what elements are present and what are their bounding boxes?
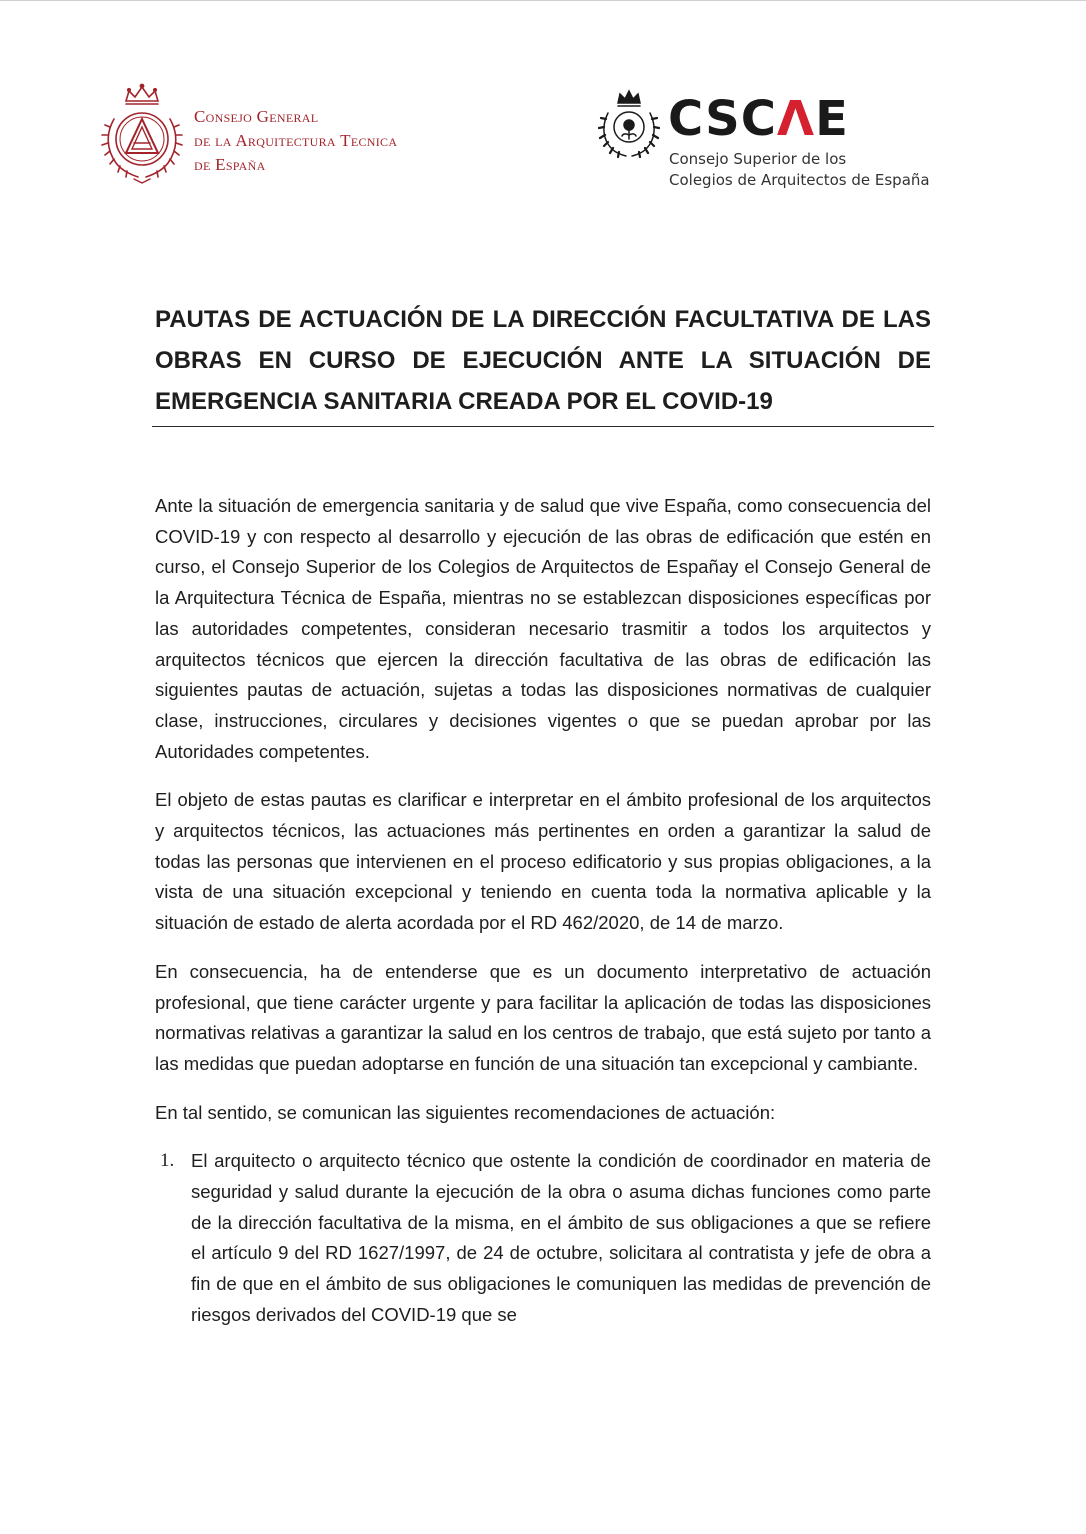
document-title: PAUTAS DE ACTUACIÓN DE LA DIRECCIÓN FACULTATIVA DE LAS OBRAS EN CURSO DE EJECUCIÓN ANTE LA SITUACIÓN DE EMERGENCIA SANITARIA CREADA POR EL COVID-19	[155, 306, 931, 415]
cgate-name-line-2: de la Arquitectura Tecnica	[194, 131, 398, 150]
cscae-wordmark-mark: Λ	[776, 91, 816, 147]
crowned-compass-laurel-emblem-icon	[96, 83, 188, 187]
body-paragraph-2: El objeto de estas pautas es clarificar e interpretar en el ámbito profesional de los arquitectos y arquitectos técnicos, las actuaciones más pertinentes en orden a garantizar la salud de todas las personas que intervienen en el proceso edificatorio y sus propias obligaciones, a la vista de una situación excepcional y teniendo en cuenta toda la normativa aplicable y la situación de estado de alerta acordada por el RD 462/2020, de 14 de marzo.	[155, 789, 931, 934]
recommendations-list	[155, 1146, 931, 1330]
document-body	[155, 491, 931, 1331]
cgate-logo	[96, 83, 426, 193]
cscae-wordmark	[668, 89, 849, 149]
cscae-subtitle-line-2: Colegios de Arquitectos de España	[669, 171, 930, 189]
cscae-logo	[598, 87, 978, 197]
cgate-name	[194, 105, 434, 177]
cgate-name-line-1: Consejo General	[194, 107, 319, 126]
cscae-wordmark-pre: CSC	[668, 91, 777, 147]
body-paragraph-1: Ante la situación de emergencia sanitaria y de salud que vive España, como consecuencia del COVID-19 y con respecto al desarrollo y ejecución de las obras de edificación que estén en curso, el Consejo Superior de los Colegios de Arquitectos de Españay el Consejo General de la Arquitectura Técnica de España, mientras no se establezcan disposiciones específicas por las autoridades competentes, consideran necesario trasmitir a todos los arquitectos y arquitectos técnicos que ejercen la dirección facultativa de las obras de edificación las siguientes pautas de actuación, sujetas a todas las disposiciones normativas de cualquier clase, instrucciones, circulares y decisiones vigentes o que se puedan aprobar por las Autoridades competentes.	[155, 495, 931, 762]
body-paragraph-4: En tal sentido, se comunican las siguientes recomendaciones de actuación:	[155, 1101, 776, 1123]
list-item-number: 1.	[160, 1150, 175, 1172]
list-item-text: El arquitecto o arquitecto técnico que ostente la condición de coordinador en materia de seguridad y salud durante la ejecución de la obra o asuma dichas funciones como parte de la dirección facultativa de la misma, en el ámbito de sus obligaciones a que se refiere el artículo 9 del RD 1627/1997, de 24 de octubre, solicitara al contratista y jefe de obra a fin de que en el ámbito de sus obligaciones le comuniquen las medidas de prevención de riesgos derivados del COVID-19 que se	[191, 1150, 931, 1325]
title-underline	[152, 426, 934, 427]
list-item	[155, 1146, 931, 1330]
body-paragraph-3: En consecuencia, ha de entenderse que es un documento interpretativo de actuación profesional, que tiene carácter urgente y para facilitar la aplicación de todas las disposiciones normativas relativas a garantizar la salud en los centros de trabajo, que está sujeto por tanto a las medidas que puedan adoptarse en función de una situación tan excepcional y cambiante.	[155, 960, 931, 1074]
cscae-subtitle-line-1: Consejo Superior de los	[669, 150, 847, 168]
crowned-laurel-seal-icon	[598, 87, 660, 159]
cscae-wordmark-post: E	[815, 91, 849, 147]
cscae-subtitle	[669, 149, 930, 191]
cgate-name-line-3: de España	[194, 155, 266, 174]
